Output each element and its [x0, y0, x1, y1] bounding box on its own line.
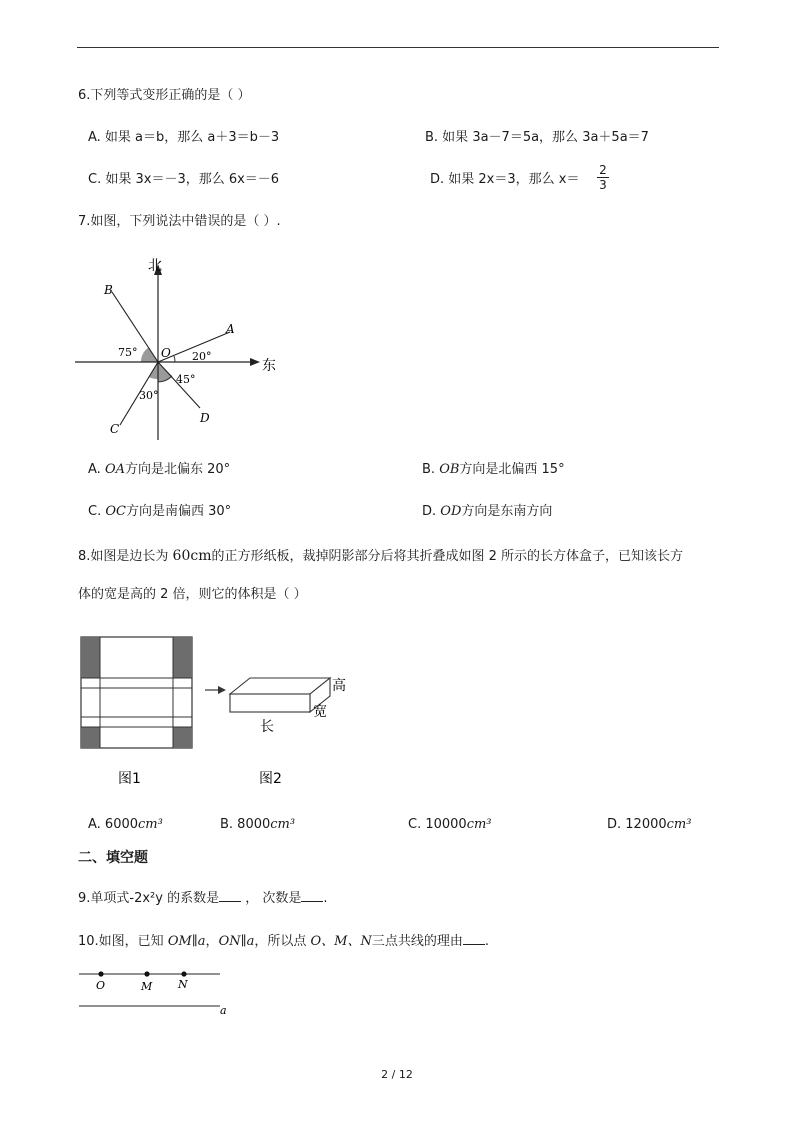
q10-separator: ， — [205, 934, 219, 949]
fraction-denominator: 3 — [599, 178, 607, 192]
q8-option-b-value: B. 8000 — [220, 817, 271, 832]
angle-30-label: 30° — [139, 389, 159, 402]
q7-option-b-text: 方向是北偏西 15° — [459, 462, 565, 477]
q7-option-d-text: 方向是东南方向 — [461, 504, 553, 519]
q6-option-a: A. 如果 a＝b，那么 a＋3＝b－3 — [88, 130, 280, 145]
q10-figure — [74, 962, 244, 1020]
q9-answer-blank-2[interactable] — [301, 889, 323, 902]
section-fill-in-title: 二、填空题 — [78, 850, 148, 866]
q10-stem — [78, 932, 489, 952]
point-o-label: O — [96, 979, 106, 992]
q7-option-a-text: 方向是北偏东 20° — [124, 462, 231, 477]
q7-option-d — [422, 502, 552, 522]
angle-75-label: 75° — [118, 346, 138, 359]
cut-corner-bottom-left — [81, 727, 100, 748]
fold-arrow-head — [218, 686, 226, 694]
figure-2-label: 图2 — [259, 771, 282, 787]
q9-end: . — [323, 891, 328, 906]
q6-stem: 6.下列等式变形正确的是（ ） — [78, 88, 251, 103]
q9-stem — [78, 889, 328, 909]
q9-post: ， 次数是 — [241, 891, 302, 906]
q6-option-d: D. 如果 2x＝3，那么 x＝ — [430, 172, 580, 187]
q7-option-c-var: OC — [105, 504, 126, 519]
box-front-face — [230, 694, 310, 712]
q8-stem-part2: 的正方形纸板，裁掉阴影部分后将其折叠成如图 2 所示的长方体盒子，已知该长方 — [211, 549, 684, 564]
q6-option-c: C. 如果 3x＝－3，那么 6x＝－6 — [88, 172, 280, 187]
q10-post: 三点共线的理由 — [371, 934, 463, 949]
q8-stem-line1 — [78, 546, 683, 567]
q10-answer-blank[interactable] — [463, 932, 485, 945]
cut-corner-top-right — [173, 637, 192, 678]
angle-20-arc — [174, 356, 175, 362]
q10-mid: ，所以点 — [254, 934, 311, 949]
q9-monomial: -2x²y — [129, 891, 163, 906]
box-height-label: 高 — [332, 678, 346, 694]
point-n — [181, 971, 186, 976]
q7-option-b-var: OB — [439, 462, 460, 477]
q8-figures — [70, 628, 370, 793]
q9-answer-blank-1[interactable] — [219, 889, 241, 902]
q7-compass-figure — [70, 250, 290, 445]
q8-option-d-value: D. 12000 — [607, 817, 667, 832]
q7-option-c-prefix: C. — [88, 504, 106, 519]
q8-option-b-unit: cm³ — [270, 817, 296, 832]
q8-stem-part1: 8.如图是边长为 — [78, 549, 173, 564]
q7-option-a — [88, 460, 230, 480]
point-o-label: O — [161, 346, 171, 360]
figure-1-label: 图1 — [118, 771, 141, 787]
point-m — [144, 971, 149, 976]
q9-mid: 的系数是 — [162, 891, 220, 906]
fraction-numerator: 2 — [599, 163, 607, 177]
page-number: 2 / 12 — [381, 1068, 413, 1081]
q6-option-b: B. 如果 3a－7＝5a，那么 3a＋5a＝7 — [425, 130, 649, 145]
angle-45-label: 45° — [176, 373, 196, 386]
point-b-label: B — [104, 283, 113, 297]
q10-points: O、M、N — [310, 934, 372, 949]
q10-condition-om: OM∥a — [167, 934, 206, 949]
angle-20-label: 20° — [192, 350, 212, 363]
q8-option-d-unit: cm³ — [666, 817, 692, 832]
q10-condition-on: ON∥a — [218, 934, 255, 949]
point-o — [98, 971, 103, 976]
q8-option-a-unit: cm³ — [138, 817, 163, 832]
q8-option-a-value: A. 6000 — [88, 817, 139, 832]
q8-option-c — [408, 815, 492, 835]
point-a-label: A — [226, 322, 235, 336]
point-m-label: M — [141, 980, 153, 993]
point-c-label: C — [110, 422, 120, 436]
cut-corner-bottom-right — [173, 727, 192, 748]
q7-option-d-var: OD — [440, 504, 462, 519]
q8-stem-line2: 体的宽是高的 2 倍，则它的体积是（ ） — [78, 587, 307, 602]
east-arrow — [250, 358, 260, 366]
north-label: 北 — [148, 258, 162, 274]
q10-end: . — [484, 934, 490, 949]
q7-stem: 7.如图，下列说法中错误的是（ ）. — [78, 214, 281, 229]
box-width-label: 宽 — [313, 704, 327, 720]
q9-prefix: 9.单项式 — [78, 891, 130, 906]
header-rule — [77, 47, 719, 48]
line-a-label: a — [220, 1004, 227, 1017]
q8-option-c-unit: cm³ — [466, 817, 492, 832]
box-length-label: 长 — [260, 719, 274, 735]
q6-option-d-fraction — [597, 164, 609, 191]
q8-side-length: 60cm — [172, 548, 212, 564]
east-label: 东 — [262, 358, 276, 374]
q8-option-b — [220, 815, 295, 835]
q8-option-a — [88, 815, 163, 835]
point-d-label: D — [200, 411, 210, 425]
point-n-label: N — [178, 978, 188, 991]
q7-option-b-prefix: B. — [422, 462, 440, 477]
q8-option-d — [607, 815, 691, 835]
q7-option-a-var: OA — [104, 462, 125, 477]
q7-option-c — [88, 502, 231, 522]
q7-option-a-prefix: A. — [88, 462, 105, 477]
q10-prefix: 10.如图，已知 — [78, 934, 168, 949]
q7-option-b — [422, 460, 565, 480]
cut-corner-top-left — [81, 637, 100, 678]
q7-option-c-text: 方向是南偏西 30° — [125, 504, 232, 519]
q8-option-c-value: C. 10000 — [408, 817, 467, 832]
q7-option-d-prefix: D. — [422, 504, 441, 519]
